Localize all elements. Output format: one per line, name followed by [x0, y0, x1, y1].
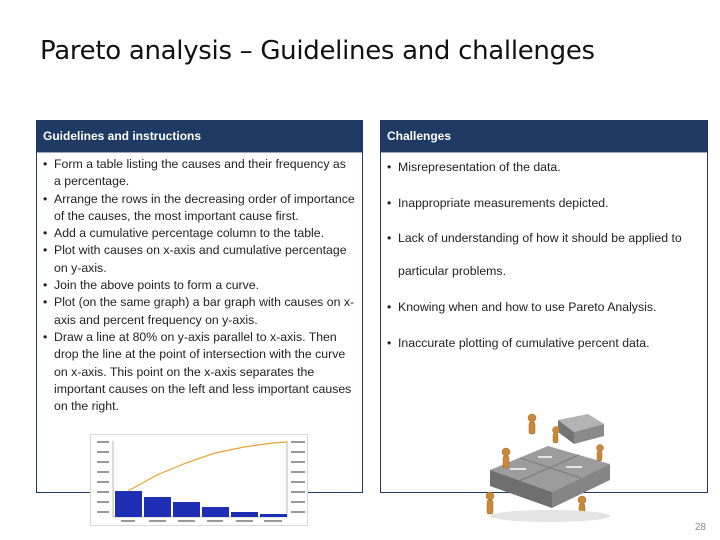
list-item: • Arrange the rows in the decreasing order of importance of the causes, the most important cause first. [39, 191, 356, 226]
list-item: • Add a cumulative percentage column to the table. [39, 225, 356, 242]
guidelines-list [37, 152, 362, 415]
list-item: • Misrepresentation of the data. [383, 158, 701, 176]
pareto-bar [231, 512, 258, 517]
pareto-chart-graphic [91, 435, 309, 527]
pareto-cumulative-curve [128, 442, 287, 491]
pareto-bar [144, 497, 171, 517]
puzzle-figures-image [470, 408, 620, 530]
puzzle-graphic [470, 408, 620, 530]
list-item: • Form a table listing the causes and their frequency as a percentage. [39, 156, 356, 191]
list-item: • Plot with causes on x-axis and cumulative percentage on y-axis. [39, 242, 356, 277]
list-item: • Lack of understanding of how it should be applied to particular problems. [383, 222, 701, 288]
list-item: • Plot (on the same graph) a bar graph with causes on x-axis and percent frequency on y-axis. [39, 294, 356, 329]
pareto-bar [115, 491, 142, 517]
list-item: • Join the above points to form a curve. [39, 277, 356, 294]
list-item: • Knowing when and how to use Pareto Analysis. [383, 298, 701, 316]
guidelines-header: Guidelines and instructions [37, 120, 362, 152]
pareto-chart-image [90, 434, 308, 526]
pareto-bar [202, 507, 229, 517]
list-item: • Inappropriate measurements depicted. [383, 194, 701, 212]
pareto-bar [173, 502, 200, 517]
list-item: • Draw a line at 80% on y-axis parallel to x-axis. Then drop the line at the point of intersection with the curve on x-axis. This point on the x-axis separates the important causes on the left and less important causes on the right. [39, 329, 356, 415]
slide-title: Pareto analysis – Guidelines and challenges [40, 36, 595, 66]
challenges-header: Challenges [381, 120, 707, 152]
pareto-bar [260, 514, 287, 517]
challenges-list [381, 152, 707, 352]
list-item: • Inaccurate plotting of cumulative percent data. [383, 334, 701, 352]
page-number: 28 [694, 522, 706, 533]
